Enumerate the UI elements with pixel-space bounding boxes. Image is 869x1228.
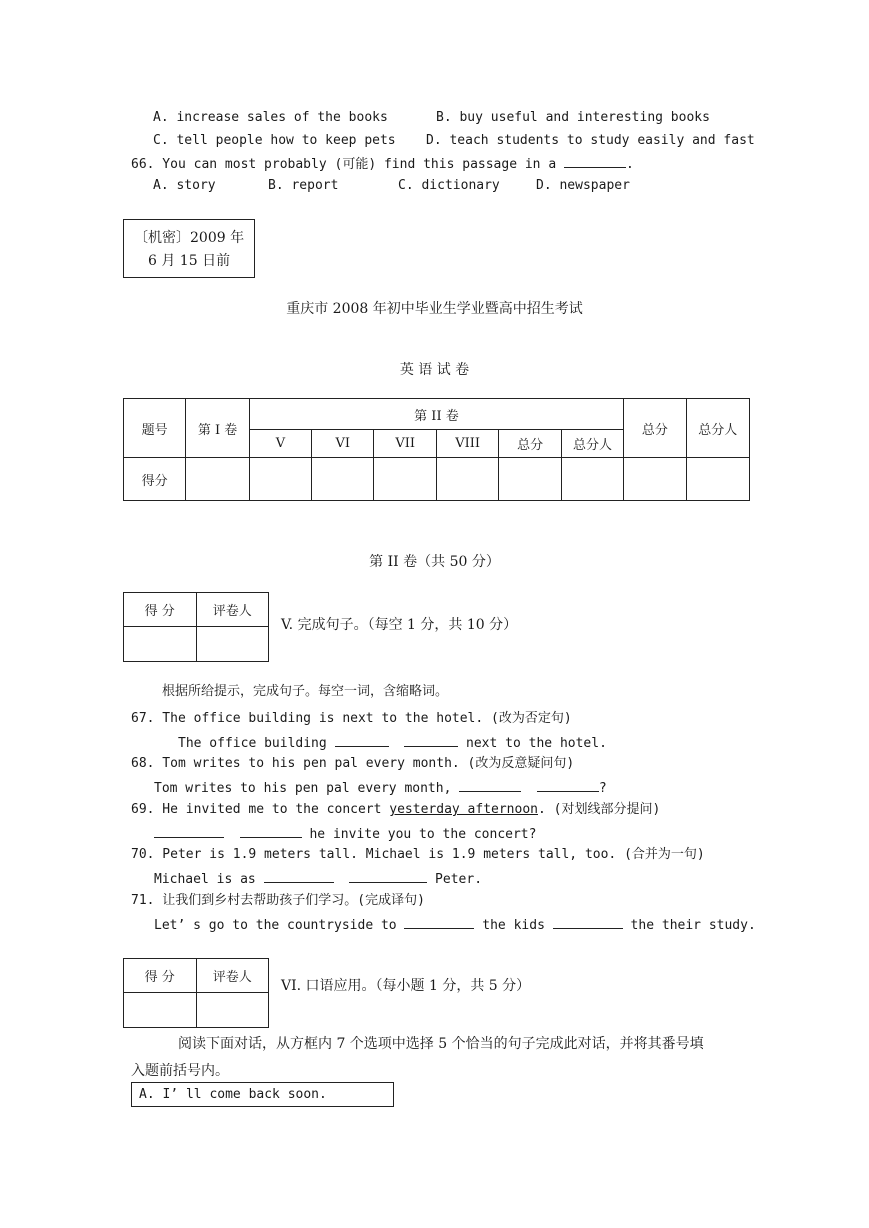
score-cell — [374, 458, 436, 501]
q68-answer — [154, 778, 607, 798]
q69-stem-prefix: 69. He invited me to the concert — [131, 802, 390, 817]
score-table-col-subtotal: 总分 — [499, 430, 561, 458]
q69-answer — [154, 824, 536, 844]
option-a: A. I’ ll come back soon. — [139, 1087, 327, 1102]
score-cell — [249, 458, 311, 501]
score-table-header-total-person: 总分人 — [686, 399, 749, 458]
q71-answer-suffix: the their study. — [622, 918, 756, 933]
part5-grader-box — [123, 592, 269, 662]
q70-stem: 70. Peter is 1.9 meters tall. Michael is 1.9 meters tall, too. (合并为一句) — [131, 847, 705, 862]
q68-blank-2 — [537, 778, 599, 792]
q66-blank — [564, 154, 626, 168]
q69-blank-1 — [154, 824, 224, 838]
q66-stem-prefix: 66. You can most probably (可能) find this passage in a — [131, 157, 564, 172]
confidential-box — [123, 219, 255, 278]
q68-answer-suffix: ? — [598, 781, 607, 796]
options-box — [131, 1082, 394, 1107]
q71-answer-middle: the kids — [474, 918, 553, 933]
grader-box-cell — [124, 993, 197, 1028]
q71-answer-prefix: Let’ s go to the countryside to — [154, 918, 405, 933]
q71-blank-1 — [404, 915, 474, 929]
score-cell — [312, 458, 374, 501]
paper-title: 英 语 试 卷 — [399, 362, 470, 378]
q68-stem: 68. Tom writes to his pen pal every month. (改为反意疑问句) — [131, 756, 575, 771]
score-table-header-juan1: 第 I 卷 — [186, 399, 249, 458]
q71-stem: 71. 让我们到乡村去帮助孩子们学习。(完成译句) — [131, 893, 425, 908]
q66-option-b: B. report — [268, 178, 339, 193]
q66-option-c: C. dictionary — [398, 178, 500, 193]
q67-answer — [178, 733, 607, 753]
q67-answer-suffix: next to the hotel. — [458, 736, 607, 751]
score-table-col-vii: VII — [374, 430, 436, 458]
q69-blank-2 — [240, 824, 302, 838]
confidential-line-2: 6 月 15 日前 — [148, 253, 231, 269]
q66-stem-suffix: . — [626, 157, 634, 172]
q70-blank-1 — [264, 869, 334, 883]
q66-option-d: D. newspaper — [536, 178, 630, 193]
score-cell — [624, 458, 686, 501]
score-table-col-scorer: 总分人 — [561, 430, 623, 458]
q71-blank-2 — [553, 915, 623, 929]
part6-title: VI. 口语应用。（每小题 1 分，共 5 分） — [281, 978, 531, 994]
part6-instruction-line-2: 入题前括号内。 — [131, 1063, 229, 1079]
q65-option-b: B. buy useful and interesting books — [436, 110, 710, 125]
q67-blank-2 — [404, 733, 458, 747]
q65-option-a: A. increase sales of the books — [153, 110, 388, 125]
grader-box-cell — [196, 627, 269, 662]
q66-option-a: A. story — [153, 178, 216, 193]
q70-answer — [154, 869, 482, 889]
score-cell — [436, 458, 499, 501]
part5-title: V. 完成句子。（每空 1 分，共 10 分） — [281, 617, 518, 633]
score-table-header-tihao: 题号 — [124, 399, 186, 458]
grader-box-cell — [196, 993, 269, 1028]
grader-box-grader-label: 评卷人 — [196, 593, 269, 627]
q69-stem-suffix: . (对划线部分提问) — [538, 802, 661, 817]
q65-option-c: C. tell people how to keep pets — [153, 133, 396, 148]
q68-blank-1 — [459, 778, 521, 792]
score-table-col-viii: VIII — [436, 430, 499, 458]
grader-box-grader-label: 评卷人 — [196, 959, 269, 993]
q65-option-d: D. teach students to study easily and fast — [426, 133, 755, 148]
score-cell — [186, 458, 249, 501]
q67-answer-prefix: The office building — [178, 736, 335, 751]
q70-answer-prefix: Michael is as — [154, 872, 264, 887]
part5-instruction: 根据所给提示，完成句子。每空一词，含缩略词。 — [162, 684, 449, 699]
score-cell — [561, 458, 623, 501]
grader-box-cell — [124, 627, 197, 662]
score-table-col-vi: VI — [312, 430, 374, 458]
q71-answer — [154, 915, 756, 935]
q70-answer-suffix: Peter. — [427, 872, 483, 887]
grader-box-score-label: 得 分 — [124, 959, 197, 993]
q67-blank-1 — [335, 733, 389, 747]
score-table — [123, 398, 750, 501]
section-2-title: 第 II 卷（共 50 分） — [369, 554, 500, 570]
part6-grader-box — [123, 958, 269, 1028]
part6-instruction-line-1: 阅读下面对话，从方框内 7 个选项中选择 5 个恰当的句子完成此对话，并将其番号填 — [178, 1036, 704, 1052]
q67-stem: 67. The office building is next to the hotel. (改为否定句) — [131, 711, 572, 726]
score-table-row-defen: 得分 — [124, 458, 186, 501]
score-cell — [686, 458, 749, 501]
q66-stem — [131, 154, 634, 174]
confidential-line-1: 〔机密〕2009 年 — [134, 230, 245, 246]
q69-stem — [131, 801, 660, 819]
q69-answer-suffix: he invite you to the concert? — [301, 827, 537, 842]
score-table-header-total: 总分 — [624, 399, 686, 458]
q69-underlined-phrase: yesterday afternoon — [389, 802, 538, 817]
exam-title: 重庆市 2008 年初中毕业生学业暨高中招生考试 — [286, 301, 583, 317]
q70-blank-2 — [349, 869, 427, 883]
q68-answer-prefix: Tom writes to his pen pal every month, — [154, 781, 460, 796]
grader-box-score-label: 得 分 — [124, 593, 197, 627]
score-table-col-v: V — [249, 430, 311, 458]
score-cell — [499, 458, 561, 501]
score-table-header-juan2: 第 II 卷 — [249, 399, 623, 430]
